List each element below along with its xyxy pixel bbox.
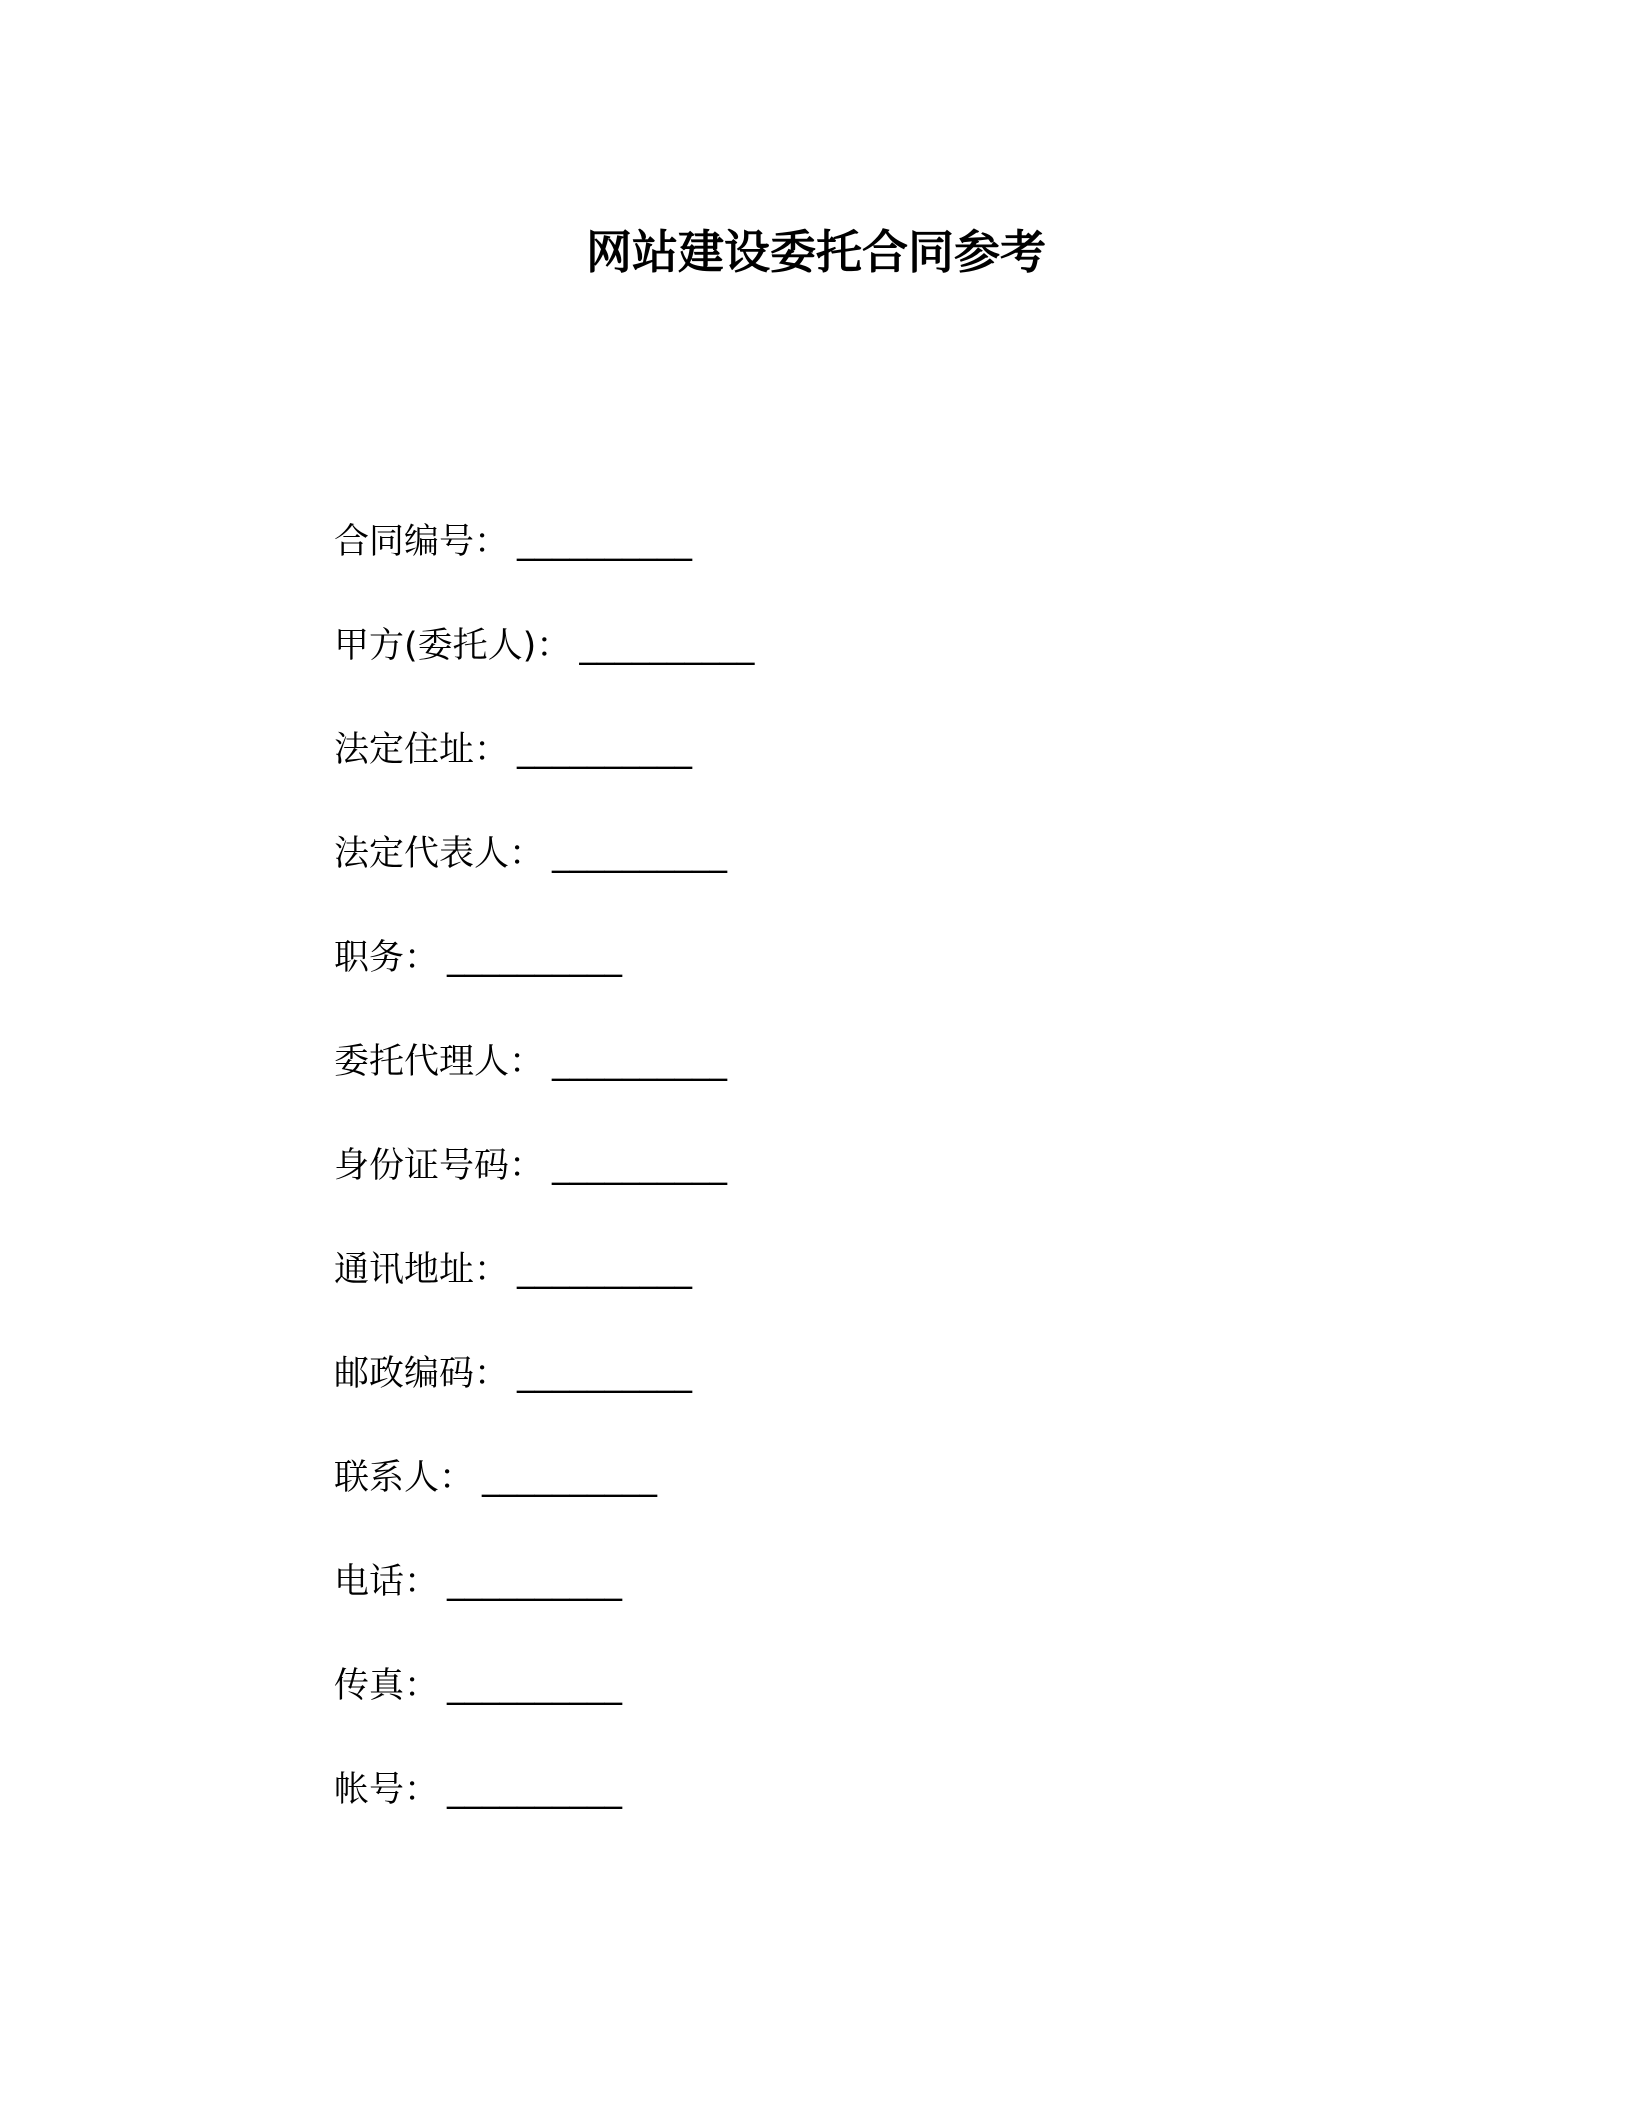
field-label: 委托代理人： [334, 1042, 545, 1082]
field-phone [334, 1530, 1434, 1634]
field-blank: __________ [447, 1666, 623, 1706]
field-contact-person [334, 1426, 1434, 1530]
field-label: 身份证号码： [334, 1146, 545, 1186]
field-blank: __________ [517, 1354, 693, 1394]
field-blank: __________ [517, 522, 693, 562]
field-legal-address [334, 698, 1434, 802]
field-label: 邮政编码： [334, 1354, 510, 1394]
field-id-number [334, 1114, 1434, 1218]
field-postal-code [334, 1322, 1434, 1426]
field-label: 电话： [334, 1562, 440, 1602]
field-label: 帐号： [334, 1770, 440, 1810]
field-label: 法定代表人： [334, 834, 545, 874]
field-party-a [334, 594, 1434, 698]
field-label: 甲方(委托人)： [334, 626, 572, 666]
field-blank: __________ [517, 730, 693, 770]
field-blank: __________ [482, 1458, 658, 1498]
field-blank: __________ [517, 1250, 693, 1290]
field-blank: __________ [447, 938, 623, 978]
field-blank: __________ [552, 1146, 728, 1186]
field-blank: __________ [579, 626, 755, 666]
field-blank: __________ [447, 1770, 623, 1810]
field-account-number [334, 1738, 1434, 1842]
field-label: 法定住址： [334, 730, 510, 770]
field-blank: __________ [552, 834, 728, 874]
field-contract-number [334, 490, 1434, 594]
field-authorized-agent [334, 1010, 1434, 1114]
contract-fields [334, 490, 1434, 1842]
field-legal-representative [334, 802, 1434, 906]
field-position [334, 906, 1434, 1010]
field-fax [334, 1634, 1434, 1738]
field-mailing-address [334, 1218, 1434, 1322]
field-blank: __________ [447, 1562, 623, 1602]
field-label: 合同编号： [334, 522, 510, 562]
field-label: 传真： [334, 1666, 440, 1706]
field-label: 职务： [334, 938, 440, 978]
field-label: 联系人： [334, 1458, 475, 1498]
field-blank: __________ [552, 1042, 728, 1082]
field-label: 通讯地址： [334, 1250, 510, 1290]
document-title: 网站建设委托合同参考 [586, 225, 1046, 279]
